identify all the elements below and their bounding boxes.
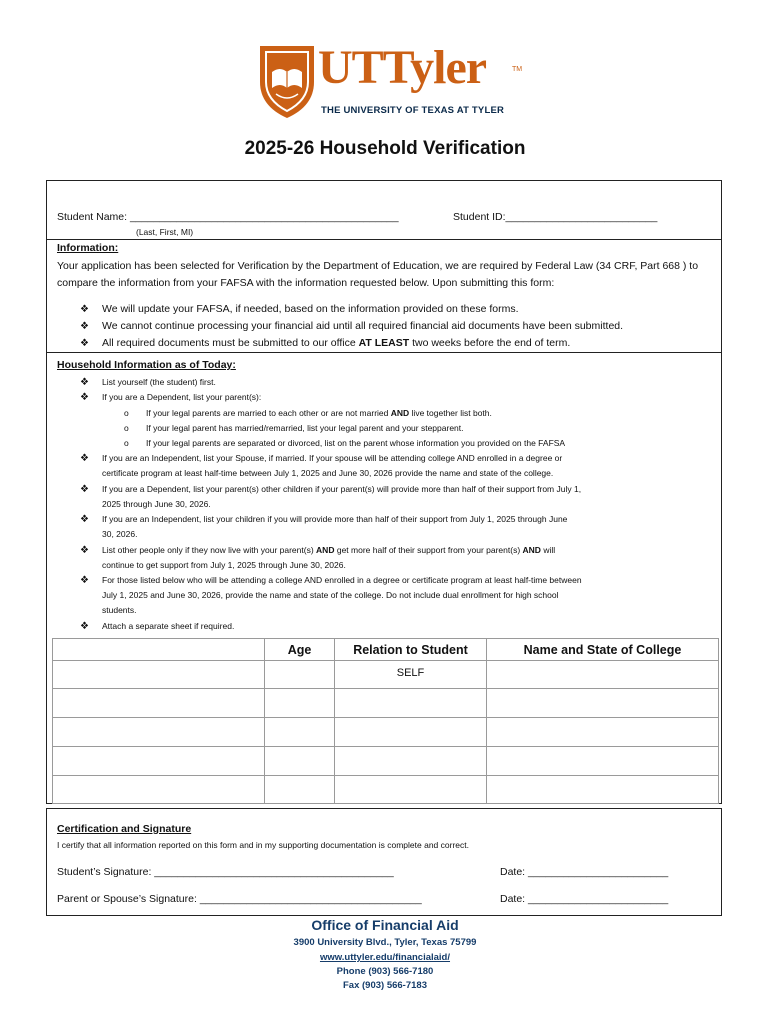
info-bullet-text: All required documents must be submitted to our office xyxy=(102,337,356,349)
cell-name[interactable] xyxy=(53,718,265,747)
item-text: get more half of their support from your parent(s) xyxy=(336,545,521,555)
household-table xyxy=(52,638,719,804)
household-item: certificate program at least half-time between July 1, 2025 and June 30, 2026 provide the name and state of the college. xyxy=(102,468,554,478)
cell-college[interactable] xyxy=(487,661,719,689)
header-college: Name and State of College xyxy=(487,639,719,661)
household-item xyxy=(102,545,555,555)
diamond-bullet-icon: ❖ xyxy=(80,575,89,586)
office-phone: Phone (903) 566-7180 xyxy=(336,966,434,977)
item-text: List other people only if they now live with your parent(s) xyxy=(102,545,314,555)
table-row xyxy=(53,718,719,747)
circle-bullet-icon: o xyxy=(124,438,129,448)
subitem-emphasis: AND xyxy=(390,408,410,418)
cell-age[interactable] xyxy=(265,718,335,747)
parent-signature-line[interactable]: ______________________________________ xyxy=(199,893,422,905)
cell-college[interactable] xyxy=(487,718,719,747)
diamond-bullet-icon: ❖ xyxy=(80,377,89,388)
page-title: 2025-26 Household Verification xyxy=(244,138,526,159)
divider xyxy=(46,239,722,240)
student-id-label: Student ID: xyxy=(453,211,506,223)
household-subitem: If your legal parents are separated or divorced, list on the parent whose information you provided on the FAFSA xyxy=(146,438,566,448)
diamond-bullet-icon: ❖ xyxy=(80,321,89,332)
household-item: If you are a Dependent, list your parent(s): xyxy=(102,392,262,402)
diamond-bullet-icon: ❖ xyxy=(80,545,89,556)
student-signature-line[interactable]: _________________________________________ xyxy=(154,866,394,878)
date-label: Date: xyxy=(500,866,526,878)
office-fax: Fax (903) 566-7183 xyxy=(343,980,427,991)
student-id-line[interactable]: __________________________ xyxy=(505,211,658,223)
circle-bullet-icon: o xyxy=(124,408,129,418)
date-line[interactable]: ________________________ xyxy=(528,893,669,905)
diamond-bullet-icon: ❖ xyxy=(80,484,89,495)
table-row xyxy=(53,689,719,718)
household-item: students. xyxy=(102,605,137,615)
household-item: 30, 2026. xyxy=(102,529,138,539)
student-signature-field[interactable] xyxy=(57,866,394,878)
cell-age[interactable] xyxy=(265,776,335,804)
divider xyxy=(46,352,722,353)
table-row xyxy=(53,776,719,804)
cell-age[interactable] xyxy=(265,661,335,689)
household-subitem: If your legal parent has married/remarried, list your legal parent and your stepparent. xyxy=(146,423,464,433)
household-item: If you are a Dependent, list your parent(s) other children if your parent(s) will provide more than half of their support from July 1, xyxy=(102,484,582,494)
student-name-label: Student Name: xyxy=(57,211,128,223)
office-address: 3900 University Blvd., Tyler, Texas 75799 xyxy=(293,937,477,948)
cell-name[interactable] xyxy=(53,689,265,718)
student-name-field[interactable] xyxy=(57,211,399,223)
household-heading: Household Information as of Today: xyxy=(57,359,236,371)
office-name: Office of Financial Aid xyxy=(311,917,459,933)
diamond-bullet-icon: ❖ xyxy=(80,304,89,315)
student-name-line[interactable]: ______________________________________________ xyxy=(129,211,399,223)
information-paragraph: Your application has been selected for Verification by the Department of Education, we are required by Federal Law (34 CRF, Part 668 ) to compare the information from your FAFSA with the information requested below. Upon submitting this form: xyxy=(57,260,699,289)
household-item: 2025 through June 30, 2026. xyxy=(102,499,211,509)
info-bullet: We cannot continue processing your financial aid until all required financial aid documents have been submitted. xyxy=(102,320,624,332)
cell-name[interactable] xyxy=(53,661,265,689)
cell-relation[interactable] xyxy=(335,776,487,804)
cell-relation[interactable] xyxy=(335,689,487,718)
cell-relation[interactable]: SELF xyxy=(335,661,487,689)
household-item: List yourself (the student) first. xyxy=(102,377,216,387)
diamond-bullet-icon: ❖ xyxy=(80,514,89,525)
info-bullet xyxy=(102,337,570,349)
diamond-bullet-icon: ❖ xyxy=(80,621,89,632)
student-date-field[interactable] xyxy=(500,866,668,878)
diamond-bullet-icon: ❖ xyxy=(80,453,89,464)
header-age: Age xyxy=(265,639,335,661)
info-bullet-tail: two weeks before the end of term. xyxy=(412,337,571,349)
date-label: Date: xyxy=(500,893,526,905)
table-header-row xyxy=(53,639,719,661)
diamond-bullet-icon: ❖ xyxy=(80,392,89,403)
cell-name[interactable] xyxy=(53,776,265,804)
item-emphasis: AND xyxy=(522,545,541,555)
header-relation: Relation to Student xyxy=(335,639,487,661)
date-line[interactable]: ________________________ xyxy=(528,866,669,878)
table-row xyxy=(53,661,719,689)
header-name-cell xyxy=(53,639,265,661)
parent-signature-label: Parent or Spouse’s Signature: xyxy=(57,893,197,905)
item-text: will xyxy=(543,545,556,555)
cell-age[interactable] xyxy=(265,689,335,718)
diamond-bullet-icon: ❖ xyxy=(80,338,89,349)
household-item: July 1, 2025 and June 30, 2026, provide the name and state of the college. Do not include dual enrollment for high school xyxy=(102,590,559,600)
cell-relation[interactable] xyxy=(335,718,487,747)
student-id-field[interactable] xyxy=(453,211,657,223)
household-subitem xyxy=(146,408,492,418)
information-heading: Information: xyxy=(57,242,119,254)
cell-college[interactable] xyxy=(487,747,719,776)
certification-heading: Certification and Signature xyxy=(57,823,192,835)
household-item: If you are an Independent, list your Spouse, if married. If your spouse will be attending college AND enrolled in a degree or xyxy=(102,453,563,463)
info-bullet: We will update your FAFSA, if needed, based on the information provided on these forms. xyxy=(102,303,519,315)
trademark: TM xyxy=(512,66,523,73)
cell-name[interactable] xyxy=(53,747,265,776)
parent-date-field[interactable] xyxy=(500,893,668,905)
brand-wordmark: UTTyler xyxy=(318,41,487,94)
circle-bullet-icon: o xyxy=(124,423,129,433)
info-bullet-emphasis: AT LEAST xyxy=(358,337,410,349)
cell-relation[interactable] xyxy=(335,747,487,776)
item-emphasis: AND xyxy=(316,545,335,555)
university-subtitle: THE UNIVERSITY OF TEXAS AT TYLER xyxy=(321,105,505,116)
cell-college[interactable] xyxy=(487,689,719,718)
office-website-link[interactable]: www.uttyler.edu/financialaid/ xyxy=(319,952,451,963)
student-signature-label: Student’s Signature: xyxy=(57,866,152,878)
cell-college[interactable] xyxy=(487,776,719,804)
table-row xyxy=(53,747,719,776)
student-name-hint: (Last, First, MI) xyxy=(136,227,194,237)
household-item: Attach a separate sheet if required. xyxy=(102,621,235,631)
cell-age[interactable] xyxy=(265,747,335,776)
certification-statement: I certify that all information reported on this form and in my supporting documentation is complete and correct. xyxy=(57,840,469,850)
household-item: If you are an Independent, list your children if you will provide more than half of their support from July 1, 2025 through June xyxy=(102,514,568,524)
household-item: For those listed below who will be attending a college AND enrolled in a degree or certificate program at least half-time between xyxy=(102,575,582,585)
household-item: continue to get support from July 1, 2025 through June 30, 2026. xyxy=(102,560,346,570)
subitem-text: live together list both. xyxy=(411,408,492,418)
subitem-text: If your legal parents are married to each other or are not married xyxy=(146,408,389,418)
parent-signature-field[interactable] xyxy=(57,893,422,905)
